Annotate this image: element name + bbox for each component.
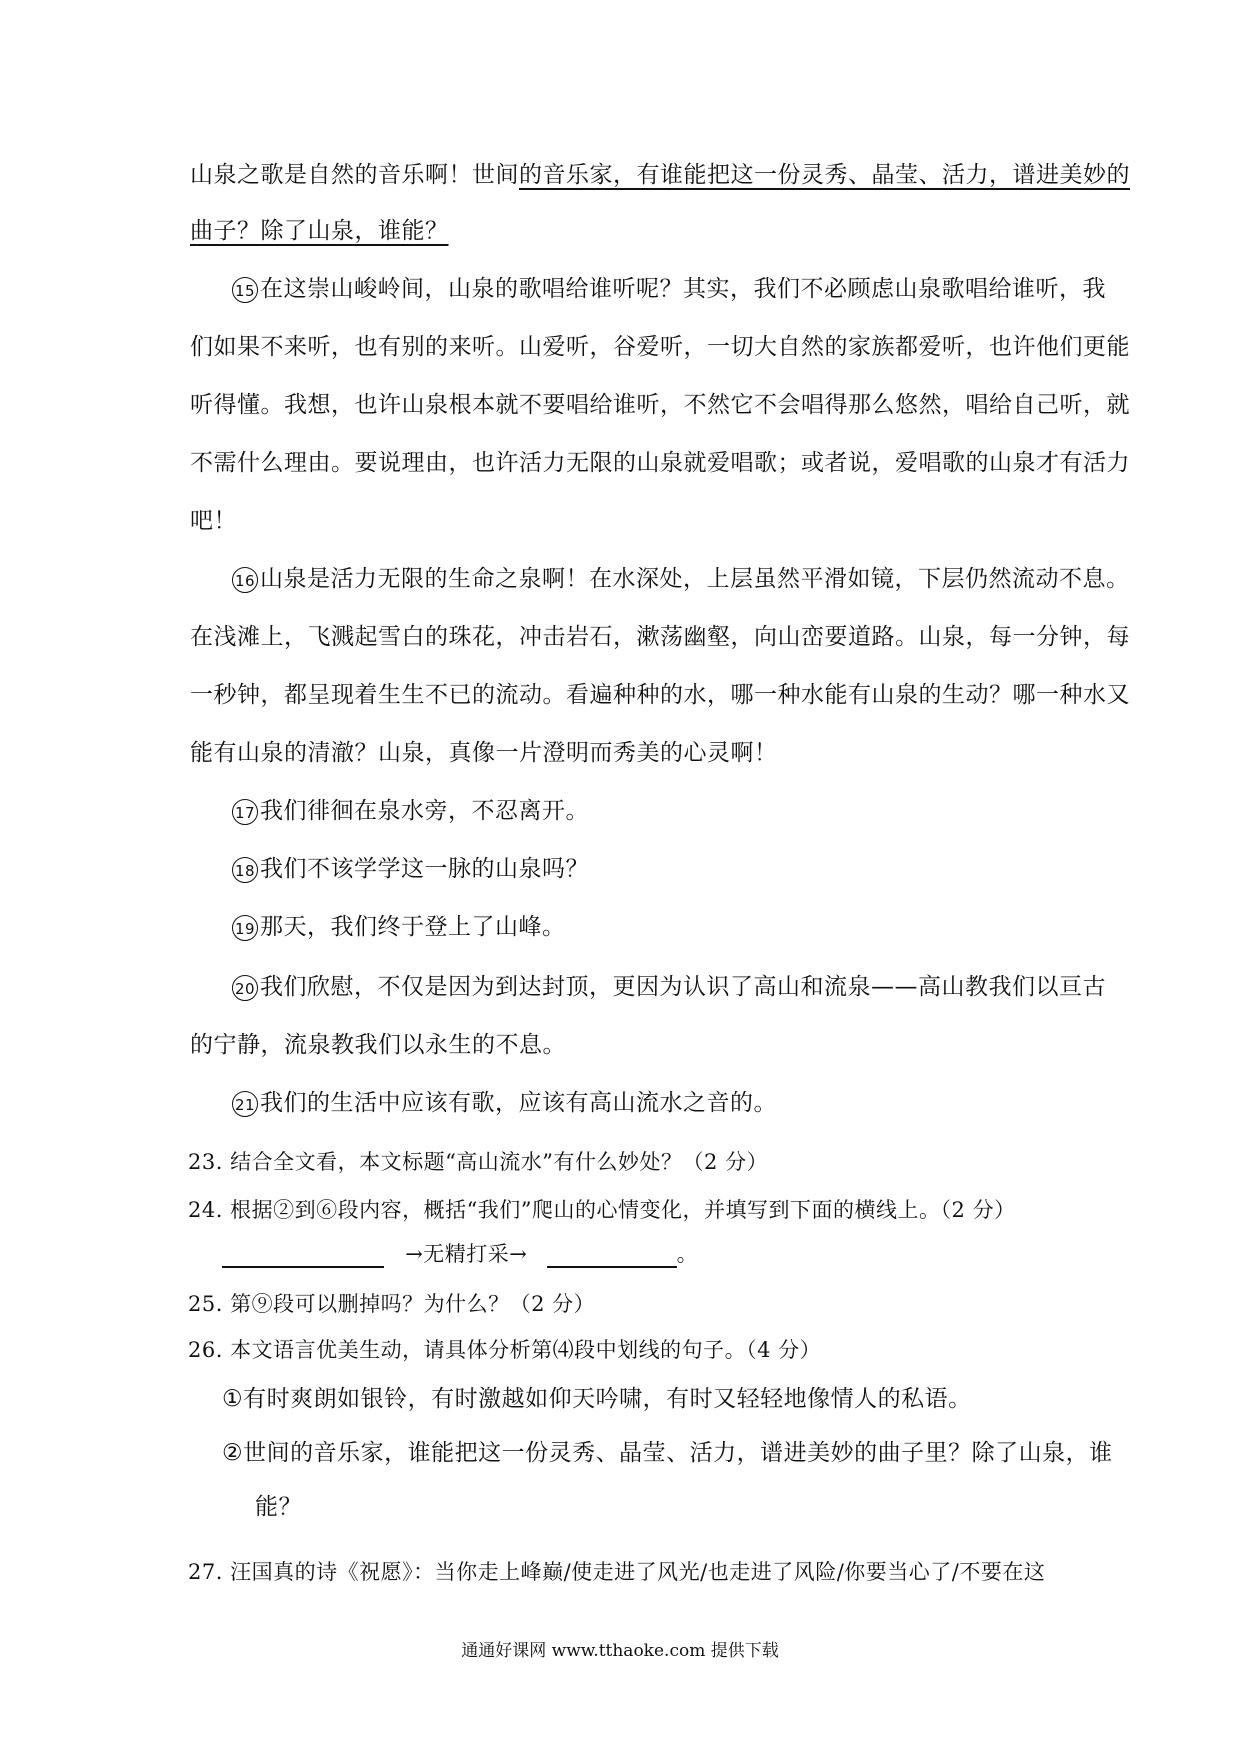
p16-text-1: 山泉是活力无限的生命之泉啊！在水深处，上层虽然平滑如镜，下层仍然流动不息。 — [260, 566, 1130, 592]
paragraph-number-20: 20 — [232, 975, 258, 1001]
p16-line4: 能有山泉的清澈？山泉，真像一片澄明而秀美的心灵啊！ — [190, 740, 778, 766]
paragraph-number-17: 17 — [232, 799, 258, 825]
p16-line2: 在浅滩上，飞溅起雪白的珠花，冲击岩石，漱荡幽壑，向山峦要道路。山泉，每一分钟，每 — [190, 624, 1130, 650]
p16-line1 — [232, 560, 1130, 593]
question-27: 27. 汪国真的诗《祝愿》：当你走上峰巅/使走进了风光/也走进了风险/你要当心了/不要在这 — [188, 1560, 1046, 1584]
p21-text: 我们的生活中应该有歌，应该有高山流水之音的。 — [260, 1090, 777, 1116]
question-26: 26. 本文语言优美生动，请具体分析第⑷段中划线的句子。（4 分） — [188, 1338, 822, 1362]
p18-line — [232, 850, 589, 883]
p14-line2 — [190, 212, 449, 245]
p15-text-1: 在这崇山峻岭间，山泉的歌唱给谁听呢？其实，我们不必顾虑山泉歌唱给谁听，我 — [260, 276, 1106, 302]
p14-text-plain: 山泉之歌是自然的音乐啊！世间 — [190, 162, 519, 188]
p20-line1 — [232, 968, 1106, 1001]
question-25: 25. 第⑨段可以删掉吗？为什么？（2 分） — [188, 1292, 596, 1316]
p14-text-underlined-2: 曲子？除了山泉，谁能？ — [190, 218, 449, 244]
page-footer: 通通好课网 www.tthaoke.com 提供下载 — [461, 1641, 779, 1661]
paragraph-number-15: 15 — [232, 277, 258, 303]
p21-line — [232, 1084, 777, 1117]
paragraph-number-19: 19 — [232, 915, 258, 941]
p14-line1 — [190, 156, 1130, 189]
question-26-sentence-2b: 能？ — [255, 1494, 302, 1520]
answer-blank-1[interactable] — [222, 1244, 384, 1268]
paragraph-number-18: 18 — [232, 857, 258, 883]
p14-text-underlined: 的音乐家，有谁能把这一份灵秀、晶莹、活力，谱进美妙的 — [519, 162, 1130, 188]
question-24-answer-line — [222, 1238, 698, 1268]
p19-text: 那天，我们终于登上了山峰。 — [260, 914, 566, 940]
p17-text: 我们徘徊在泉水旁，不忍离开。 — [260, 798, 589, 824]
p15-line2: 们如果不来听，也有别的来听。山爱听，谷爱听，一切大自然的家族都爱听，也许他们更能 — [190, 334, 1130, 360]
p15-line3: 听得懂。我想，也许山泉根本就不要唱给谁听，不然它不会唱得那么悠然，唱给自己听，就 — [190, 392, 1130, 418]
p20-line2: 的宁静，流泉教我们以永生的不息。 — [190, 1032, 566, 1058]
paragraph-number-16: 16 — [232, 567, 258, 593]
answer-blank-2[interactable] — [547, 1244, 677, 1268]
p20-text-1: 我们欣慰，不仅是因为到达封顶，更因为认识了高山和流泉——高山教我们以亘古 — [260, 974, 1106, 1000]
question-26-sentence-1: ①有时爽朗如银铃，有时激越如仰天吟啸，有时又轻轻地像情人的私语。 — [222, 1386, 972, 1412]
p19-line — [232, 908, 566, 941]
p15-line1 — [232, 270, 1106, 303]
p15-line5: 吧！ — [190, 508, 237, 534]
p18-text: 我们不该学学这一脉的山泉吗？ — [260, 856, 589, 882]
p17-line — [232, 792, 589, 825]
question-23: 23. 结合全文看，本文标题“高山流水”有什么妙处？（2 分） — [188, 1150, 769, 1174]
question-24: 24. 根据②到⑥段内容，概括“我们”爬山的心情变化，并填写到下面的横线上。（2 分） — [188, 1198, 1016, 1222]
p16-line3: 一秒钟，都呈现着生生不已的流动。看遍种种的水，哪一种水能有山泉的生动？哪一种水又 — [190, 682, 1130, 708]
question-26-sentence-2a: ②世间的音乐家，谁能把这一份灵秀、晶莹、活力，谱进美妙的曲子里？除了山泉，谁 — [222, 1440, 1113, 1466]
paragraph-number-21: 21 — [232, 1091, 258, 1117]
p15-line4: 不需什么理由。要说理由，也许活力无限的山泉就爱唱歌；或者说，爱唱歌的山泉才有活力 — [190, 450, 1130, 476]
q24-middle-text: →无精打采→ — [405, 1242, 528, 1266]
q24-end-mark: 。 — [676, 1242, 699, 1266]
